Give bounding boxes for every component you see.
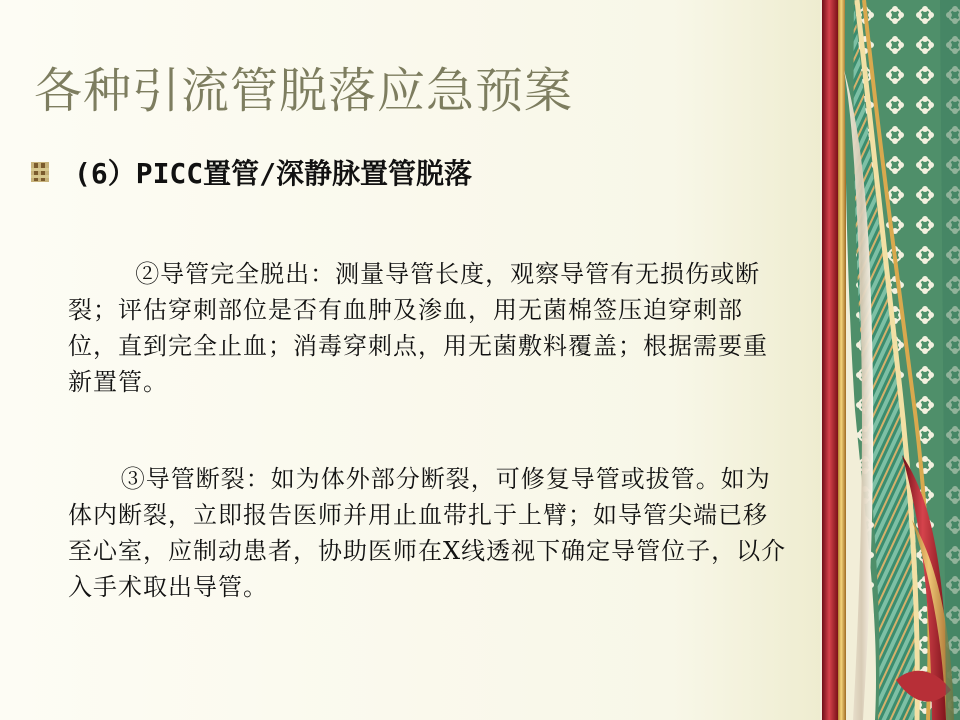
paragraph-catheter-complete-dislodgement: ②导管完全脱出：测量导管长度，观察导管有无损伤或断裂；评估穿刺部位是否有血肿及渗血，用无菌棉签压迫穿刺部位，直到完全止血；消毒穿刺点，用无菌敷料覆盖；根据需要重新置管。 (68, 260, 768, 396)
subtitle-row (30, 152, 472, 192)
decorative-side-panel (820, 0, 960, 720)
slide-subtitle: (6）PICC置管/深静脉置管脱落 (74, 157, 473, 190)
slide-title: 各种引流管脱落应急预案 (34, 63, 574, 119)
paragraph-catheter-fracture: ③导管断裂：如为体外部分断裂，可修复导管或拔管。如为体内断裂，立即报告医师并用止血带扎于上臂；如导管尖端已移至心室，应制动患者，协助医师在X线透视下确定导管位子，以介入手术取出导管。 (68, 465, 787, 601)
square-bullet-icon (30, 161, 50, 183)
